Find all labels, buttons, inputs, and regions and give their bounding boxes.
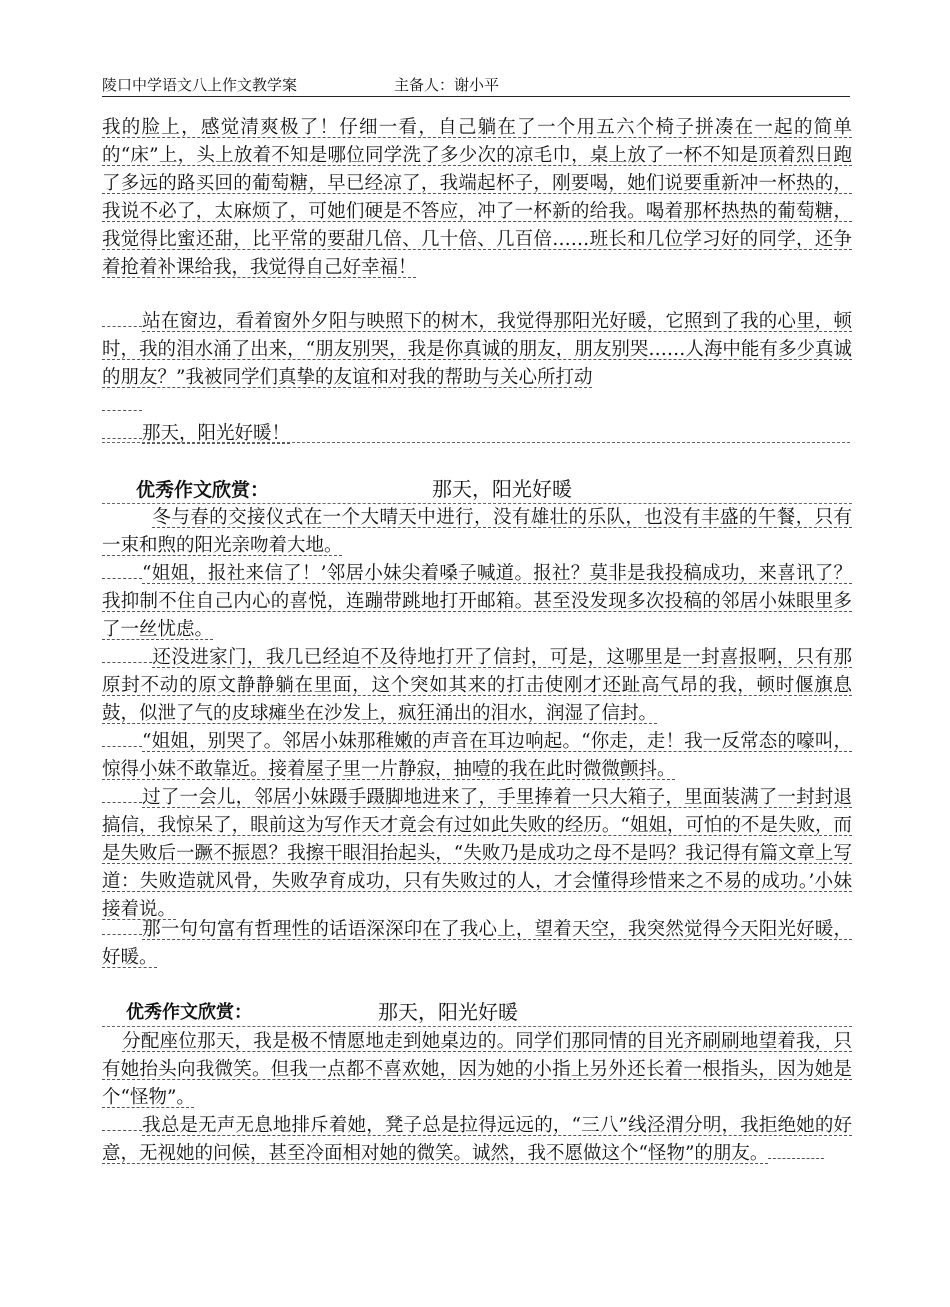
paragraph-text: “姐姐，别哭了。邻居小妹那稚嫩的声音在耳边响起。“你走，走！我一反常态的嚎叫，惊得小妹不敢靠近。接着屋子里一片静寂，抽噎的我在此时微微颤抖。: [102, 731, 852, 780]
header-school: 陵口中学语文八上作文教学案: [102, 76, 298, 94]
paragraph-text: 那天，阳光好暖！: [142, 423, 291, 444]
section2-title-row: [102, 473, 852, 504]
paragraph-text: 站在窗边，看着窗外夕阳与映照下的树木，我觉得那阳光好暖，它照到了我的心里，顿时，我的泪水涌了出来，“朋友别哭，我是你真诚的朋友，朋友别哭……人海中能有多少真诚的朋友？”我被同学们真挚的友谊和对我的帮助与关心所打动: [102, 311, 852, 388]
paragraph-text: 还没进家门，我几已经迫不及待地打开了信封，可是，这哪里是一封喜报啊，只有那原封不动的原文静静躺在里面，这个突如其来的打击使刚才还趾高气昂的我，顿时偃旗息鼓，似泄了气的皮球瘫坐在沙发上，疯狂涌出的泪水，润湿了信封。: [102, 647, 852, 724]
trailing-blank: [768, 1140, 824, 1159]
section3-title-row: [102, 996, 852, 1027]
indent-blank: [102, 644, 152, 663]
indent-blank: [102, 916, 142, 935]
indent-blank: [102, 784, 142, 803]
paragraph-text: 过了一会儿，邻居小妹蹑手蹑脚地进来了，手里捧着一只大箱子，里面装满了一封封退搞信，我惊呆了，眼前这为写作天才竟会有过如此失败的经历。“姐姐，可怕的不是失败，而是失败后一蹶不振恩？我擦干眼泪抬起头，“失败乃是成功之母不是吗？我记得有篇文章上写道：失败造就风骨，失败孕育成功，只有失败过的人，才会懂得珍惜来之不易的成功。’小妹接着说。: [102, 787, 852, 920]
trailing-blank: [102, 392, 142, 411]
section3-heading: 那天，阳光好暖: [378, 1000, 518, 1024]
paragraph-text: 那一句句富有哲理性的话语深深印在了我心上，望着天空，我突然觉得今天阳光好暖，好暖。: [102, 919, 852, 968]
section3-label: 优秀作文欣赏：: [126, 1002, 252, 1023]
section2-paragraph-3: [102, 644, 852, 728]
section2-label: 优秀作文欣赏：: [136, 479, 270, 501]
indent-blank: [102, 560, 142, 579]
divider-line: [102, 442, 850, 443]
essay1-paragraph-1: [102, 114, 852, 282]
essay1-paragraph-2: [102, 308, 852, 420]
indent-blank: [102, 308, 142, 327]
page-header: [102, 74, 850, 97]
section3-paragraph-1: [102, 1028, 852, 1112]
indent-blank: [102, 728, 142, 747]
paragraph-text: 我的脸上，感觉清爽极了！仔细一看，自己躺在了一个用五六个椅子拼凑在一起的简单的“床”上，头上放着不知是哪位同学洗了多少次的凉毛巾，桌上放了一杯不知是顶着烈日跑了多远的路买回的葡萄糖，早已经凉了，我端起杯子，刚要喝，她们说要重新冲一杯热的，我说不必了，太麻烦了，可她们硬是不答应，冲了一杯新的给我。喝着那杯热热的葡萄糖，我觉得比蜜还甜，比平常的要甜几倍、几十倍、几百倍……班长和几位学习好的同学，还争着抢着补课给我，我觉得自己好幸福！: [102, 117, 852, 278]
section2-heading: 那天，阳光好暖: [432, 477, 572, 501]
indent-blank: [102, 1112, 142, 1131]
section2-paragraph-1: [102, 504, 852, 560]
section3-paragraph-2: [102, 1112, 852, 1168]
paragraph-text: “姐姐，报社来信了！’邻居小妹尖着嗓子喊道。报社？莫非是我投稿成功，来喜讯了？我抑制不住自己内心的喜悦，连蹦带跳地打开邮箱。甚至没发现多次投稿的邻居小妹眼里多了一丝忧虑。: [102, 563, 852, 640]
section2-paragraph-4: [102, 728, 852, 784]
section2-paragraph-2: [102, 560, 852, 644]
header-author: 主备人：谢小平: [394, 76, 500, 94]
section2-paragraph-6: [102, 916, 852, 972]
indent-blank: [102, 420, 142, 439]
paragraph-text: 冬与春的交接仪式在一个大晴天中进行，没有雄壮的乐队，也没有丰盛的午餐，只有一束和煦的阳光亲吻着大地。: [102, 507, 852, 556]
paragraph-text: 分配座位那天，我是极不情愿地走到她桌边的。同学们那同情的目光齐刷刷地望着我，只有她抬头向我微笑。但我一点都不喜欢她，因为她的小指上另外还长着一根指头，因为她是个“怪物”。: [102, 1031, 852, 1108]
section2-paragraph-5: [102, 784, 852, 924]
essay1-paragraph-3: [102, 420, 852, 448]
paragraph-text: 我总是无声无息地排斥着她，凳子总是拉得远远的，“三八”线泾渭分明，我拒绝她的好意，无视她的问候，甚至冷面相对她的微笑。诚然，我不愿做这个“怪物”的朋友。: [102, 1115, 852, 1164]
